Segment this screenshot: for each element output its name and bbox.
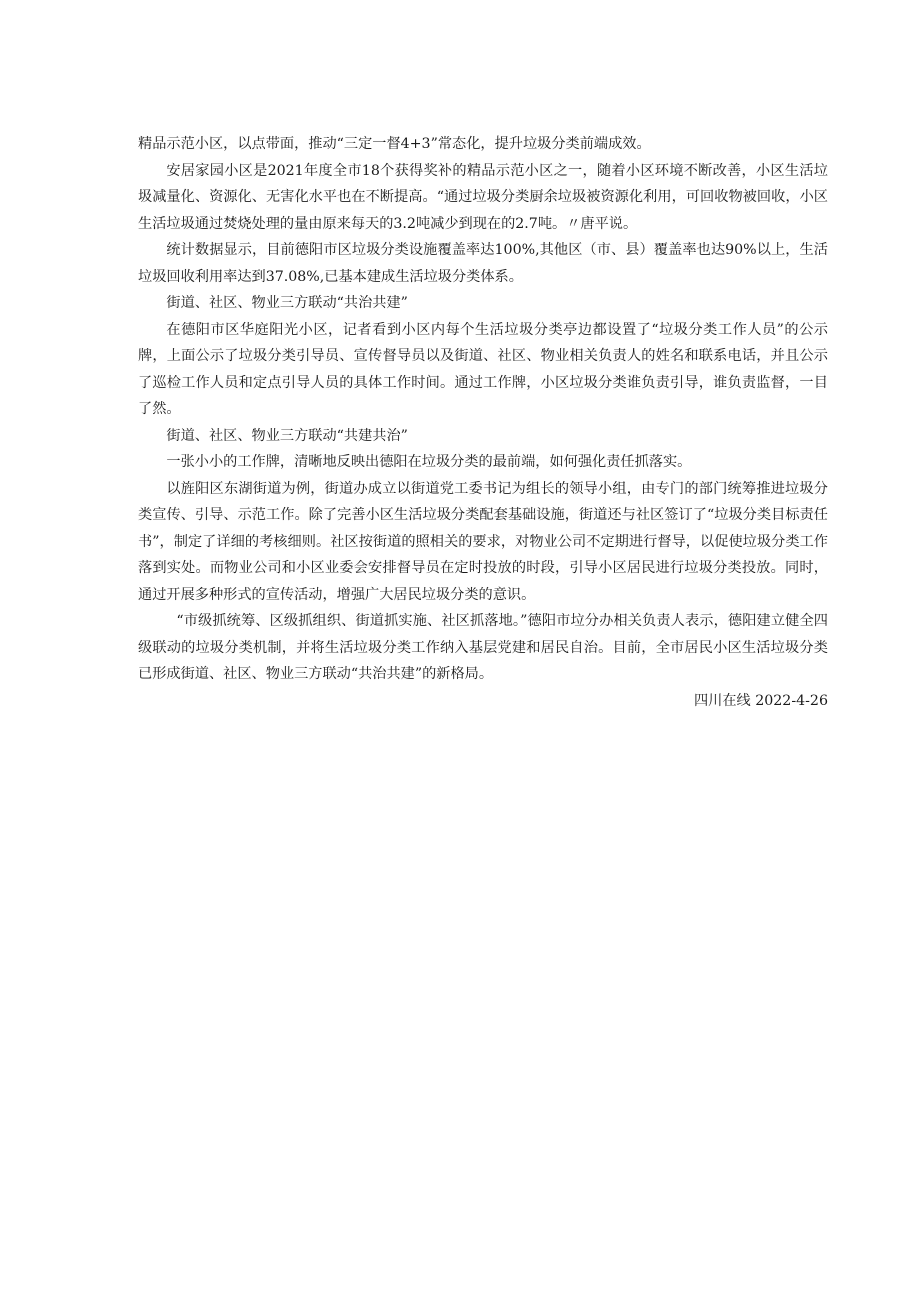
- paragraph-statistics: 统计数据显示，目前德阳市区垃圾分类设施覆盖率达100%,其他区（市、县）覆盖率也达90%以上，生活垃圾回收利用率达到37.08%,已基本建成生活垃圾分类体系。: [138, 242, 828, 285]
- article-body: [138, 131, 828, 714]
- section-heading-joint-construction: 街道、社区、物业三方联动“共建共治”: [166, 427, 408, 444]
- paragraph-huating-community: 在德阳市区华庭阳光小区，记者看到小区内每个生活垃圾分类亭边都设置了“垃圾分类工作人员”的公示牌，上面公示了垃圾分类引导员、宣传督导员以及街道、社区、物业相关负责人的姓名和联系电话，并且公示了巡检工作人员和定点引导人员的具体工作时间。通过工作牌，小区垃圾分类谁负责引导，谁负责监督，一目了然。: [138, 321, 828, 417]
- paragraph-donghu-street: 以旌阳区东湖街道为例，街道办成立以街道党工委书记为组长的领导小组，由专门的部门统筹推进垃圾分类宣传、引导、示范工作。除了完善小区生活垃圾分类配套基础设施，街道还与社区签订了“垃圾分类目标责任书”，制定了详细的考核细则。社区按街道的照相关的要求，对物业公司不定期进行督导，以促使垃圾分类工作落到实处。而物业公司和小区业委会安排督导员在定时投放的时段，引导小区居民进行垃圾分类投放。同时，通过开展多种形式的宣传活动，增强广大居民垃圾分类的意识。: [138, 480, 828, 603]
- paragraph-four-level-mechanism: “市级抓统筹、区级抓组织、街道抓实施、社区抓落地。”德阳市垃分办相关负责人表示，德阳建立健全四级联动的垃圾分类机制，并将生活垃圾分类工作纳入基层党建和居民自治。目前，全市居民小区生活垃圾分类已形成街道、社区、物业三方联动“共治共建”的新格局。: [138, 613, 828, 682]
- paragraph-work-sign: 一张小小的工作牌，清晰地反映出德阳在垃圾分类的最前端，如何强化责任抓落实。: [166, 454, 692, 470]
- article-source: 四川在线 2022-4-26: [693, 692, 828, 709]
- paragraph-anju-community: 安居家园小区是2021年度全市18个获得奖补的精品示范小区之一，随着小区环境不断改善，小区生活垃圾减量化、资源化、无害化水平也在不断提高。“通过垃圾分类厨余垃圾被资源化利用，可回收物被回收，小区生活垃圾通过焚烧处理的量由原来每天的3.2吨减少到现在的2.7吨。〃唐平说。: [138, 162, 828, 232]
- paragraph-intro-continuation: 精品示范小区，以点带面，推动“三定一督4+3”常态化，提升垃圾分类前端成效。: [138, 136, 651, 152]
- section-heading-joint-governance: 街道、社区、物业三方联动“共治共建”: [166, 295, 408, 311]
